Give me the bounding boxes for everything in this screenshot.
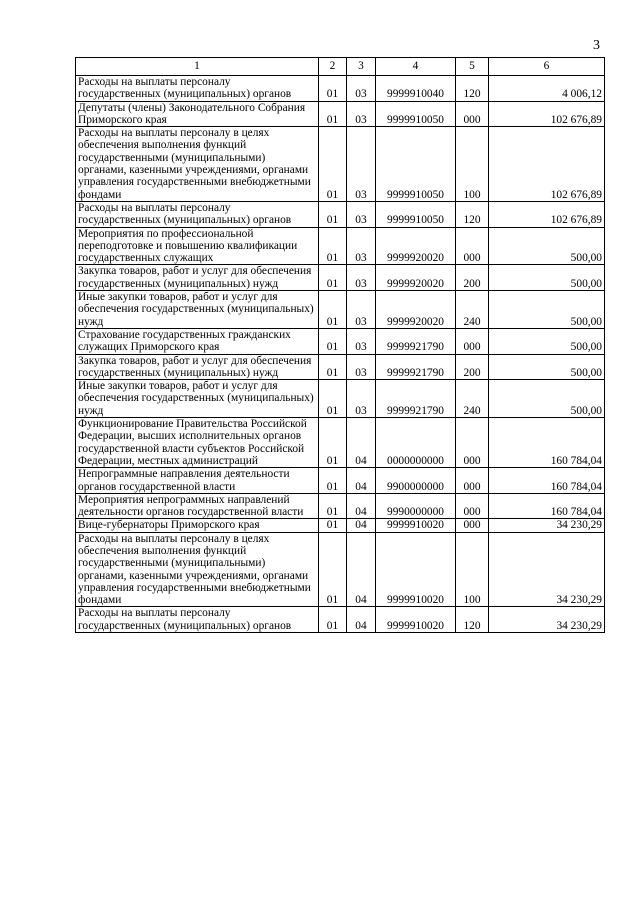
row-subsection-cell: 03 [347, 201, 376, 227]
row-name-cell: Депутаты (члены) Законодательного Собрания Приморского края [76, 101, 319, 127]
row-expense-type-cell: 000 [456, 101, 489, 127]
row-name-cell: Расходы на выплаты персоналу в целях обеспечения выполнения функций государственными (муниципальными) органами, казенными учреждениями, органами управления государственными внебюджетными фондами [76, 127, 319, 202]
row-section-cell: 01 [319, 101, 347, 127]
row-name-cell: Расходы на выплаты персоналу государственных (муниципальных) органов [76, 201, 319, 227]
row-expense-type-cell: 000 [456, 227, 489, 265]
row-section-cell: 01 [319, 468, 347, 494]
row-section-cell: 01 [319, 76, 347, 102]
row-amount-cell: 160 784,04 [489, 418, 605, 468]
row-subsection-cell: 04 [347, 607, 376, 633]
row-target-cell: 9999910020 [376, 519, 456, 532]
row-target-cell: 9990000000 [376, 493, 456, 519]
table-row [76, 493, 605, 519]
row-amount-cell: 4 006,12 [489, 76, 605, 102]
row-subsection-cell: 04 [347, 418, 376, 468]
row-amount-cell: 34 230,29 [489, 519, 605, 532]
table-row [76, 265, 605, 291]
table-row [76, 227, 605, 265]
row-target-cell: 9900000000 [376, 468, 456, 494]
row-target-cell: 9999910020 [376, 532, 456, 607]
table-body [76, 76, 605, 633]
row-name-cell: Закупка товаров, работ и услуг для обеспечения государственных (муниципальных) нужд [76, 265, 319, 291]
table-row [76, 468, 605, 494]
row-amount-cell: 34 230,29 [489, 532, 605, 607]
row-target-cell: 9999921790 [376, 354, 456, 380]
row-name-cell: Мероприятия по профессиональной переподготовке и повышению квалификации государственных служащих [76, 227, 319, 265]
row-subsection-cell: 03 [347, 328, 376, 354]
row-expense-type-cell: 100 [456, 532, 489, 607]
row-name-cell: Вице-губернаторы Приморского края [76, 519, 319, 532]
row-amount-cell: 102 676,89 [489, 201, 605, 227]
table-row [76, 127, 605, 202]
table-row [76, 76, 605, 102]
row-subsection-cell: 03 [347, 291, 376, 329]
row-expense-type-cell: 120 [456, 607, 489, 633]
row-section-cell: 01 [319, 532, 347, 607]
row-section-cell: 01 [319, 328, 347, 354]
row-section-cell: 01 [319, 607, 347, 633]
row-subsection-cell: 03 [347, 354, 376, 380]
row-section-cell: 01 [319, 519, 347, 532]
table-row [76, 291, 605, 329]
row-target-cell: 9999921790 [376, 328, 456, 354]
row-name-cell: Непрограммные направления деятельности органов государственной власти [76, 468, 319, 494]
table-header [76, 58, 605, 76]
row-section-cell: 01 [319, 418, 347, 468]
row-target-cell: 9999921790 [376, 380, 456, 418]
row-name-cell: Расходы на выплаты персоналу государственных (муниципальных) органов [76, 607, 319, 633]
row-section-cell: 01 [319, 127, 347, 202]
row-section-cell: 01 [319, 291, 347, 329]
row-target-cell: 9999920020 [376, 227, 456, 265]
row-amount-cell: 500,00 [489, 328, 605, 354]
row-section-cell: 01 [319, 493, 347, 519]
table-row [76, 380, 605, 418]
header-col-2: 2 [319, 58, 347, 76]
table-row [76, 201, 605, 227]
row-target-cell: 9999910040 [376, 76, 456, 102]
header-col-4: 4 [376, 58, 456, 76]
row-expense-type-cell: 200 [456, 265, 489, 291]
row-target-cell: 9999910020 [376, 607, 456, 633]
row-amount-cell: 102 676,89 [489, 101, 605, 127]
row-amount-cell: 34 230,29 [489, 607, 605, 633]
row-target-cell: 9999910050 [376, 101, 456, 127]
row-amount-cell: 500,00 [489, 354, 605, 380]
table-row [76, 607, 605, 633]
table-row [76, 519, 605, 532]
row-expense-type-cell: 000 [456, 418, 489, 468]
row-expense-type-cell: 120 [456, 76, 489, 102]
row-name-cell: Иные закупки товаров, работ и услуг для обеспечения государственных (муниципальных) нужд [76, 380, 319, 418]
header-col-6: 6 [489, 58, 605, 76]
budget-table [75, 57, 605, 633]
row-name-cell: Функционирование Правительства Российской Федерации, высших исполнительных органов государственной власти субъектов Российской Федерации, местных администраций [76, 418, 319, 468]
row-expense-type-cell: 000 [456, 493, 489, 519]
row-subsection-cell: 04 [347, 493, 376, 519]
row-name-cell: Мероприятия непрограммных направлений деятельности органов государственной власти [76, 493, 319, 519]
header-col-3: 3 [347, 58, 376, 76]
row-name-cell: Закупка товаров, работ и услуг для обеспечения государственных (муниципальных) нужд [76, 354, 319, 380]
header-col-1: 1 [76, 58, 319, 76]
row-section-cell: 01 [319, 380, 347, 418]
row-subsection-cell: 04 [347, 532, 376, 607]
header-row [76, 58, 605, 76]
row-name-cell: Страхование государственных гражданских служащих Приморского края [76, 328, 319, 354]
row-expense-type-cell: 200 [456, 354, 489, 380]
row-name-cell: Иные закупки товаров, работ и услуг для обеспечения государственных (муниципальных) нужд [76, 291, 319, 329]
row-target-cell: 9999920020 [376, 291, 456, 329]
row-amount-cell: 160 784,04 [489, 493, 605, 519]
row-name-cell: Расходы на выплаты персоналу государственных (муниципальных) органов [76, 76, 319, 102]
row-expense-type-cell: 240 [456, 380, 489, 418]
row-amount-cell: 500,00 [489, 227, 605, 265]
row-target-cell: 0000000000 [376, 418, 456, 468]
row-subsection-cell: 03 [347, 227, 376, 265]
row-subsection-cell: 03 [347, 265, 376, 291]
row-expense-type-cell: 120 [456, 201, 489, 227]
row-subsection-cell: 04 [347, 468, 376, 494]
page-number: 3 [593, 38, 600, 53]
row-name-cell: Расходы на выплаты персоналу в целях обеспечения выполнения функций государственными (муниципальными) органами, казенными учреждениями, органами управления государственными внебюджетными фондами [76, 532, 319, 607]
row-target-cell: 9999920020 [376, 265, 456, 291]
row-subsection-cell: 03 [347, 76, 376, 102]
row-amount-cell: 102 676,89 [489, 127, 605, 202]
row-subsection-cell: 03 [347, 127, 376, 202]
row-section-cell: 01 [319, 227, 347, 265]
row-amount-cell: 160 784,04 [489, 468, 605, 494]
row-section-cell: 01 [319, 265, 347, 291]
row-amount-cell: 500,00 [489, 291, 605, 329]
row-subsection-cell: 04 [347, 519, 376, 532]
row-section-cell: 01 [319, 201, 347, 227]
table-row [76, 101, 605, 127]
row-expense-type-cell: 240 [456, 291, 489, 329]
row-target-cell: 9999910050 [376, 127, 456, 202]
row-subsection-cell: 03 [347, 101, 376, 127]
row-expense-type-cell: 000 [456, 468, 489, 494]
header-col-5: 5 [456, 58, 489, 76]
row-amount-cell: 500,00 [489, 380, 605, 418]
row-section-cell: 01 [319, 354, 347, 380]
row-expense-type-cell: 100 [456, 127, 489, 202]
row-subsection-cell: 03 [347, 380, 376, 418]
row-expense-type-cell: 000 [456, 519, 489, 532]
row-amount-cell: 500,00 [489, 265, 605, 291]
table-row [76, 532, 605, 607]
table-row [76, 354, 605, 380]
table-row [76, 418, 605, 468]
row-expense-type-cell: 000 [456, 328, 489, 354]
row-target-cell: 9999910050 [376, 201, 456, 227]
table-row [76, 328, 605, 354]
